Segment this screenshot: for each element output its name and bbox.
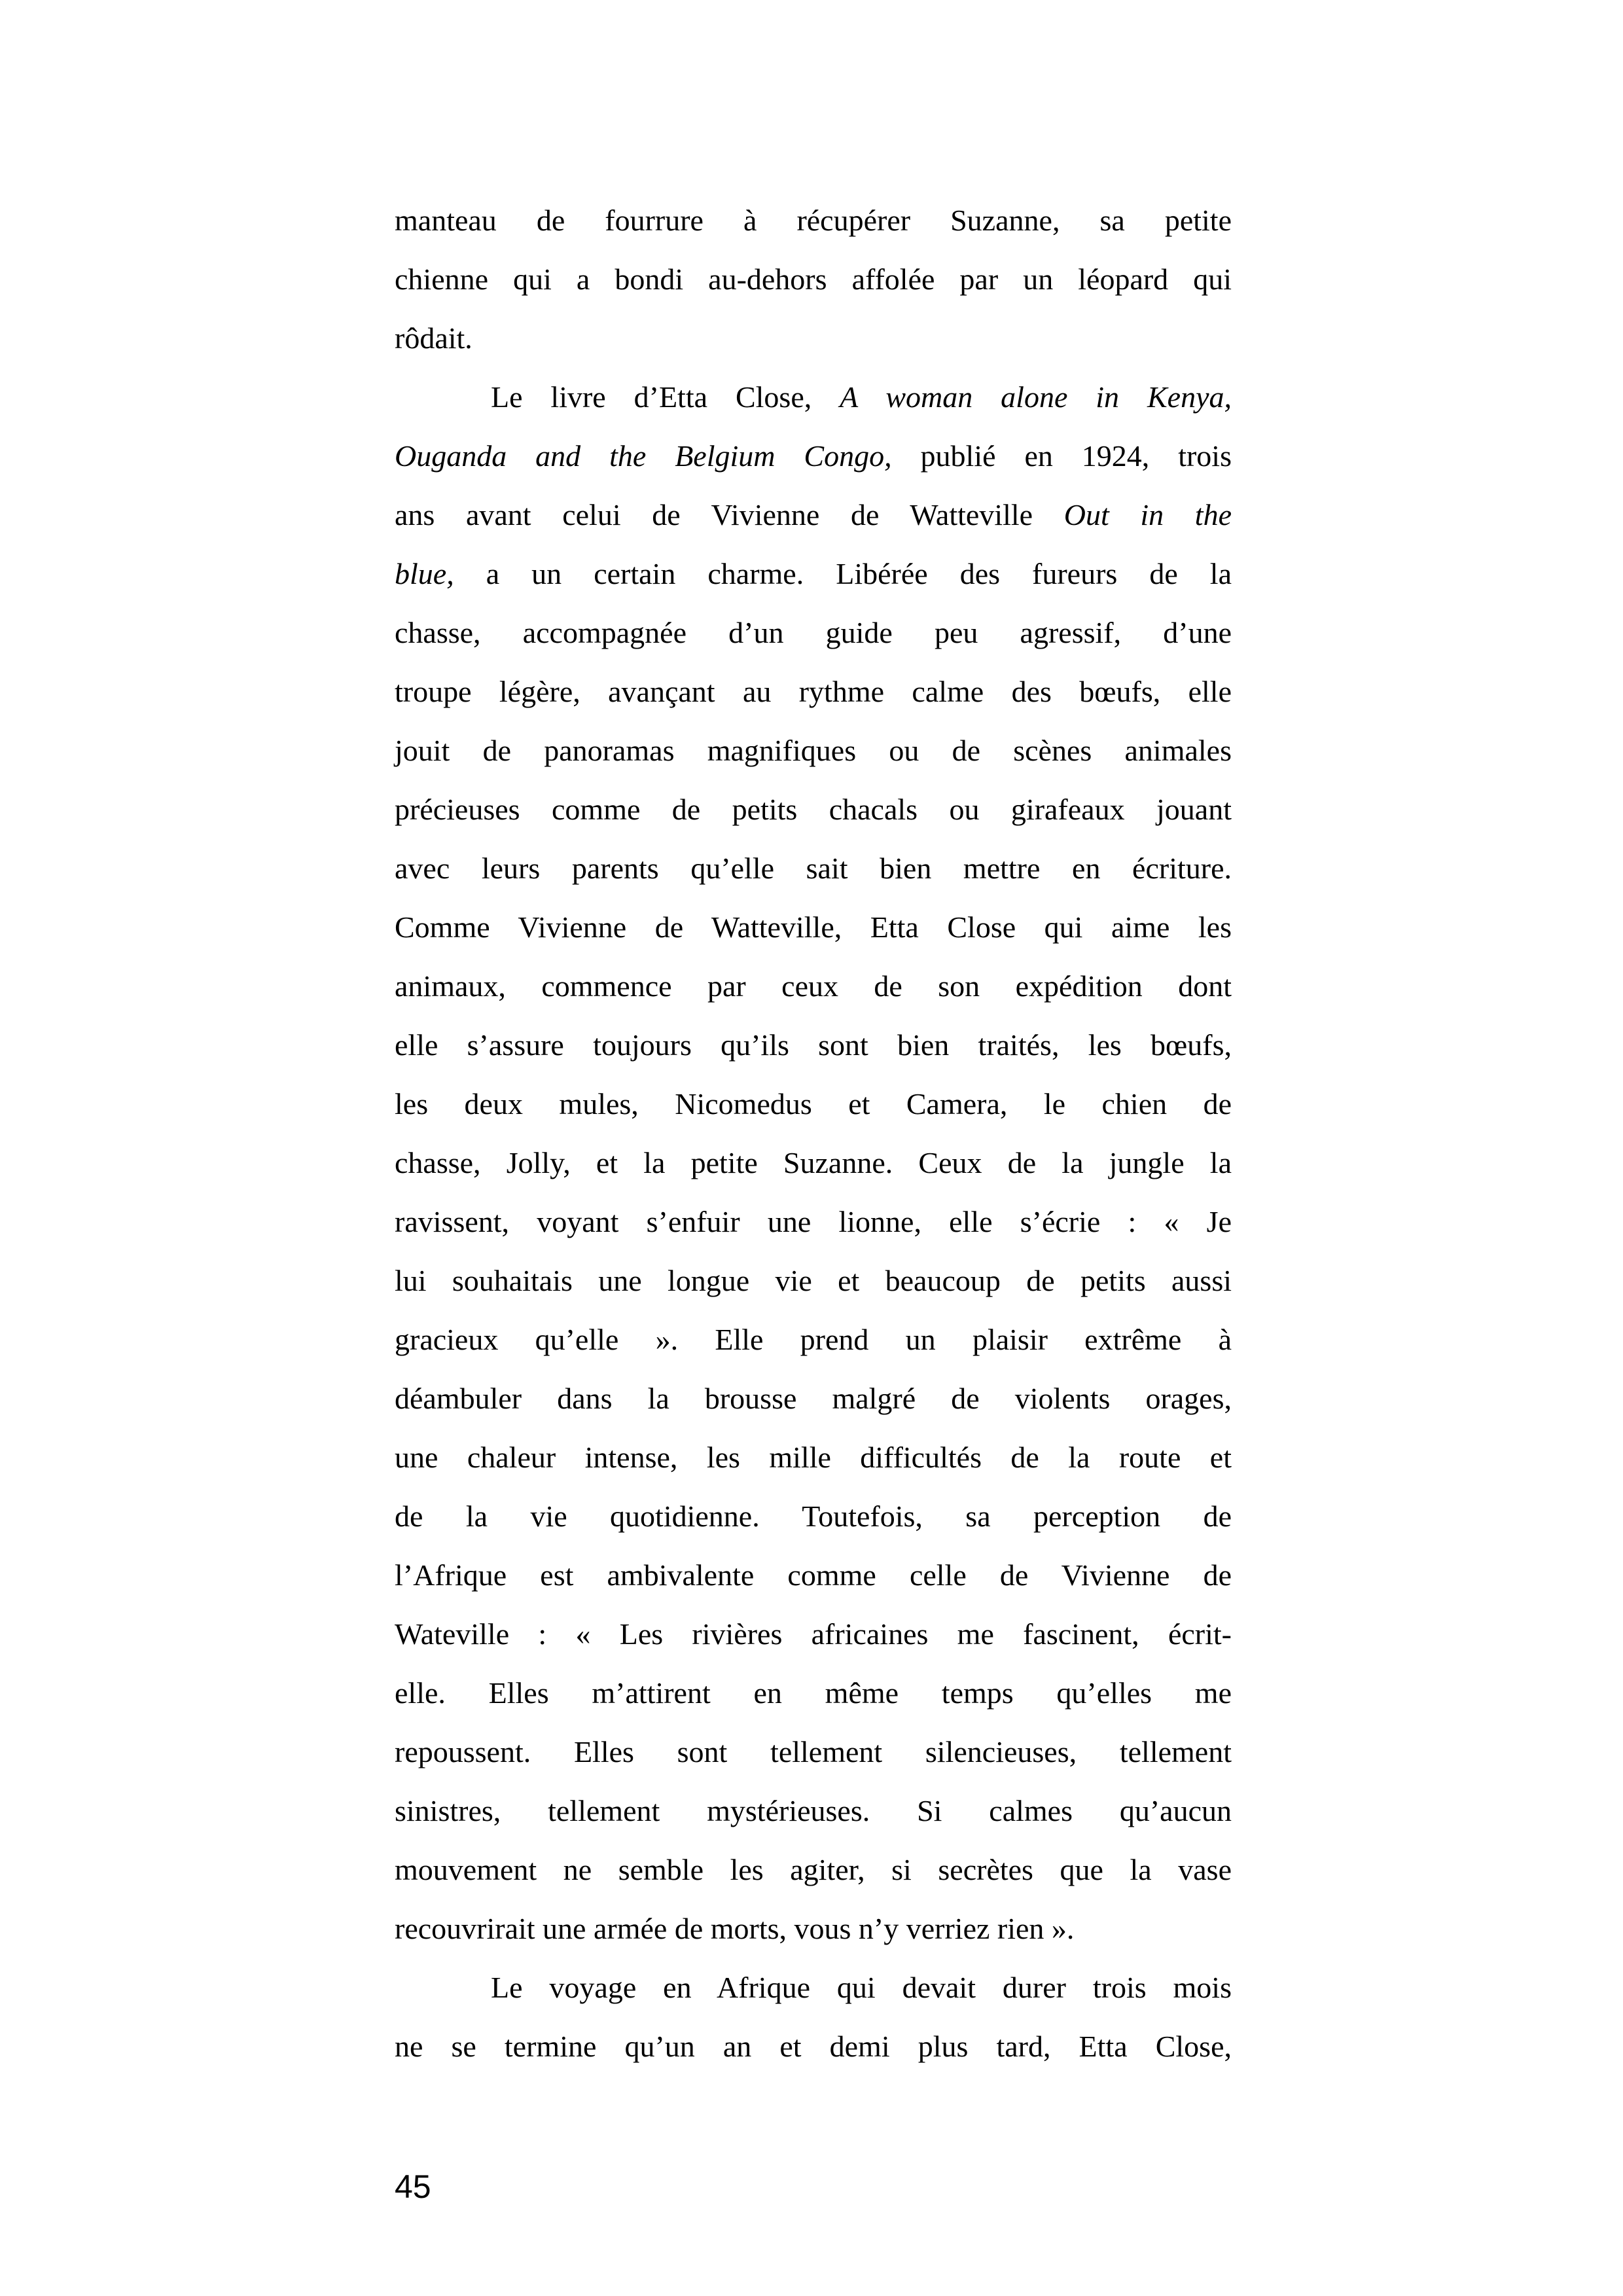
text-segment: l’Afrique est ambivalente comme celle de Vivienne de (395, 1558, 1232, 1592)
book-title-italic: Out in the (1063, 498, 1232, 531)
text-segment: chasse, Jolly, et la petite Suzanne. Ceux de la jungle la (395, 1146, 1232, 1179)
text-line (395, 427, 1232, 486)
text-segment: a un certain charme. Libérée des fureurs de la (454, 557, 1232, 590)
text-segment: chienne qui a bondi au-dehors affolée par un léopard qui (395, 262, 1232, 296)
text-line (395, 1193, 1232, 1251)
text-line (395, 1075, 1232, 1134)
text-segment: précieuses comme de petits chacals ou girafeaux jouant (395, 793, 1232, 826)
text-line (395, 662, 1232, 721)
text-segment: repoussent. Elles sont tellement silencieuses, tellement (395, 1735, 1232, 1768)
text-line (395, 1428, 1232, 1487)
text-segment: elle s’assure toujours qu’ils sont bien traités, les bœufs, (395, 1028, 1232, 1062)
text-segment: les deux mules, Nicomedus et Camera, le chien de (395, 1087, 1232, 1121)
text-line (395, 1546, 1232, 1605)
text-segment: sinistres, tellement mystérieuses. Si calmes qu’aucun (395, 1794, 1232, 1827)
text-segment: animaux, commence par ceux de son expédition dont (395, 969, 1232, 1003)
text-line (395, 1605, 1232, 1664)
text-line (395, 309, 1232, 368)
text-line (395, 545, 1232, 603)
text-line (395, 2017, 1232, 2076)
text-segment: rôdait. (395, 321, 473, 355)
text-line (395, 486, 1232, 545)
text-segment: Wateville : « Les rivières africaines me fascinent, écrit- (395, 1617, 1232, 1651)
text-line (395, 1782, 1232, 1840)
book-title-italic: Ouganda and the Belgium Congo, (395, 439, 892, 473)
text-line (395, 1310, 1232, 1369)
text-line (395, 368, 1232, 427)
body-text (395, 191, 1232, 2076)
text-line (395, 839, 1232, 898)
text-segment: Comme Vivienne de Watteville, Etta Close qui aime les (395, 910, 1232, 944)
text-line (395, 898, 1232, 957)
text-segment: de la vie quotidienne. Toutefois, sa perception de (395, 1499, 1232, 1533)
text-line (395, 1369, 1232, 1428)
text-segment: mouvement ne semble les agiter, si secrètes que la vase (395, 1853, 1232, 1886)
text-line (395, 1664, 1232, 1723)
text-segment: une chaleur intense, les mille difficultés de la route et (395, 1441, 1232, 1474)
text-line (395, 250, 1232, 309)
text-segment: elle. Elles m’attirent en même temps qu’elles me (395, 1676, 1232, 1710)
text-segment: Le livre d’Etta Close, (491, 380, 840, 414)
text-segment: ne se termine qu’un an et demi plus tard, Etta Close, (395, 2030, 1232, 2063)
text-segment: troupe légère, avançant au rythme calme des bœufs, elle (395, 675, 1232, 708)
text-segment: ravissent, voyant s’enfuir une lionne, elle s’écrie : « Je (395, 1205, 1232, 1238)
text-segment: recouvrirait une armée de morts, vous n’y verriez rien ». (395, 1912, 1075, 1945)
text-line (395, 957, 1232, 1016)
text-line (395, 1134, 1232, 1193)
text-line (395, 780, 1232, 839)
text-line (395, 603, 1232, 662)
text-line (395, 1899, 1232, 1958)
text-line (395, 1958, 1232, 2017)
text-segment: ans avant celui de Vivienne de Watteville (395, 498, 1064, 531)
text-line (395, 1016, 1232, 1075)
page-number: 45 (395, 2168, 431, 2205)
text-line (395, 1487, 1232, 1546)
text-line (395, 1723, 1232, 1782)
text-segment: chasse, accompagnée d’un guide peu agressif, d’une (395, 616, 1232, 649)
book-title-italic: A woman alone in Kenya, (840, 380, 1232, 414)
text-line (395, 721, 1232, 780)
text-segment: jouit de panoramas magnifiques ou de scènes animales (395, 734, 1232, 767)
text-segment: lui souhaitais une longue vie et beaucoup de petits aussi (395, 1264, 1232, 1297)
text-segment: gracieux qu’elle ». Elle prend un plaisir extrême à (395, 1323, 1232, 1356)
text-segment: manteau de fourrure à récupérer Suzanne, sa petite (395, 204, 1232, 237)
book-title-italic: blue, (395, 557, 454, 590)
text-line (395, 191, 1232, 250)
text-segment: avec leurs parents qu’elle sait bien mettre en écriture. (395, 852, 1232, 885)
text-segment: publié en 1924, trois (891, 439, 1232, 473)
text-line (395, 1251, 1232, 1310)
text-segment: déambuler dans la brousse malgré de violents orages, (395, 1382, 1232, 1415)
text-line (395, 1840, 1232, 1899)
text-segment: Le voyage en Afrique qui devait durer trois mois (491, 1971, 1232, 2004)
